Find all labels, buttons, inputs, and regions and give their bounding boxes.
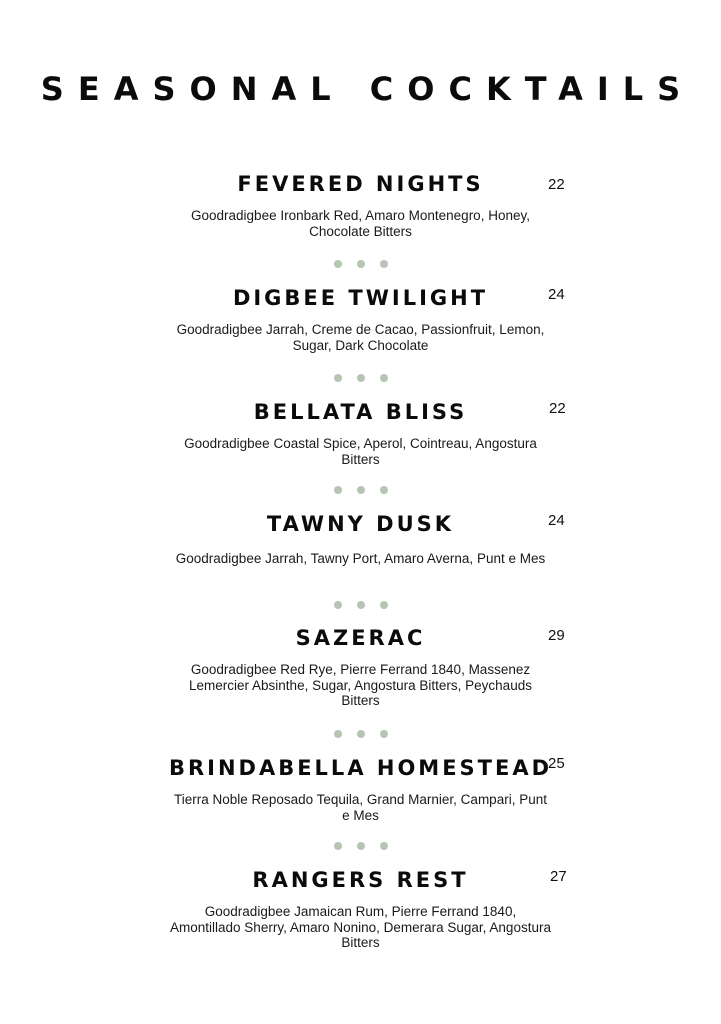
item-name: TAWNY DUSK [266, 512, 455, 536]
item-price: 22 [549, 400, 566, 417]
divider-dot [357, 374, 365, 382]
divider-dot [334, 374, 342, 382]
divider-dot [380, 601, 388, 609]
item-description: Tierra Noble Reposado Tequila, Grand Marnier, Campari, Punt e Mes [174, 792, 547, 823]
item-description: Goodradigbee Coastal Spice, Aperol, Cointreau, Angostura Bitters [184, 436, 537, 467]
item-name: RANGERS REST [252, 868, 469, 892]
item-name: BELLATA BLISS [253, 400, 468, 424]
divider-dot [357, 486, 365, 494]
item-description: Goodradigbee Jarrah, Tawny Port, Amaro Averna, Punt e Mes [175, 551, 546, 566]
divider [0, 374, 721, 382]
divider [0, 730, 721, 738]
divider [0, 601, 721, 609]
divider [0, 260, 721, 268]
menu-title: SEASONAL COCKTAILS [40, 70, 695, 108]
divider-dot [357, 601, 365, 609]
item-description: Goodradigbee Jarrah, Creme de Cacao, Passionfruit, Lemon, Sugar, Dark Chocolate [176, 322, 545, 353]
divider-dot [357, 730, 365, 738]
item-price: 24 [548, 286, 565, 303]
divider-dot [357, 842, 365, 850]
item-name: FEVERED NIGHTS [237, 172, 484, 196]
item-price: 24 [548, 512, 565, 529]
item-price: 25 [548, 755, 565, 772]
divider-dot [380, 842, 388, 850]
divider-dot [380, 260, 388, 268]
divider-dot [380, 730, 388, 738]
divider-dot [380, 486, 388, 494]
divider [0, 486, 721, 494]
divider-dot [334, 842, 342, 850]
divider-dot [334, 601, 342, 609]
item-price: 22 [548, 176, 565, 193]
item-name: DIGBEE TWILIGHT [232, 286, 489, 310]
divider-dot [334, 260, 342, 268]
divider-dot [380, 374, 388, 382]
divider-dot [357, 260, 365, 268]
item-description: Goodradigbee Ironbark Red, Amaro Montenegro, Honey, Chocolate Bitters [191, 208, 530, 239]
divider [0, 842, 721, 850]
item-description: Goodradigbee Red Rye, Pierre Ferrand 1840, Massenez Lemercier Absinthe, Sugar, Angostura Bitters, Peychauds Bitters [189, 662, 532, 708]
item-description: Goodradigbee Jamaican Rum, Pierre Ferrand 1840, Amontillado Sherry, Amaro Nonino, Demerara Sugar, Angostura Bitters [170, 904, 551, 950]
divider-dot [334, 486, 342, 494]
divider-dot [334, 730, 342, 738]
item-name: BRINDABELLA HOMESTEAD [168, 756, 553, 780]
item-price: 27 [550, 868, 567, 885]
item-price: 29 [548, 627, 565, 644]
item-name: SAZERAC [295, 626, 426, 650]
